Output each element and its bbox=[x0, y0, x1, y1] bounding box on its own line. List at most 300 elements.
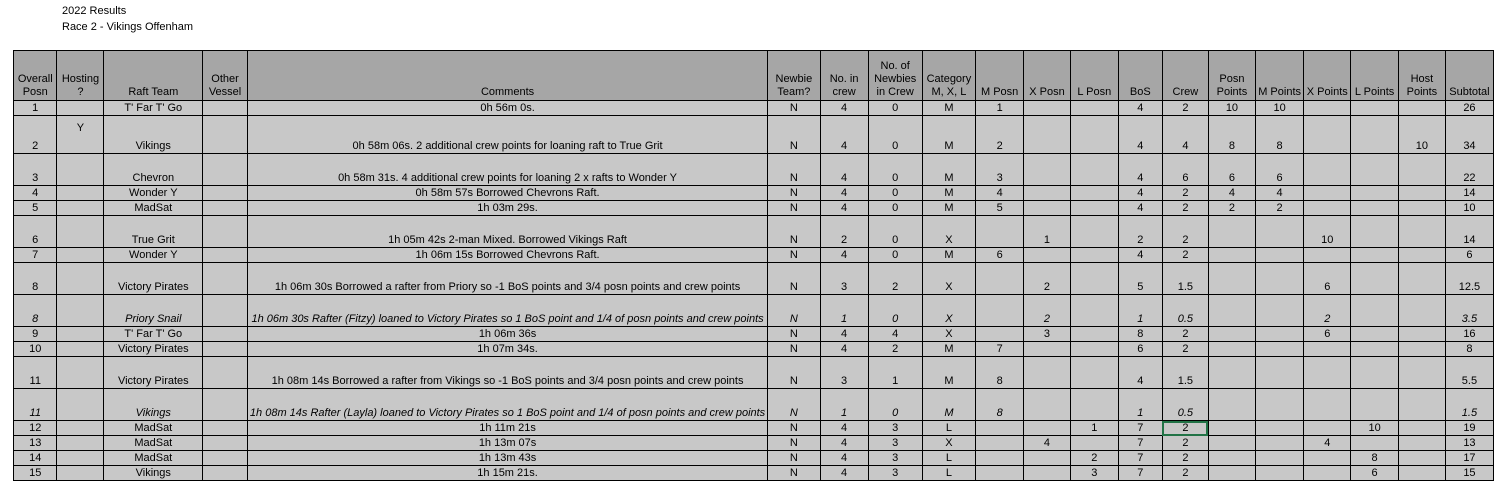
cell-team[interactable]: MadSat bbox=[104, 201, 203, 216]
cell-m-posn[interactable] bbox=[976, 421, 1024, 436]
cell-posn[interactable]: 2 bbox=[14, 116, 57, 154]
cell-x-posn[interactable]: 1 bbox=[1024, 216, 1071, 248]
cell-subtotal[interactable]: 8 bbox=[1445, 342, 1493, 357]
cell-posn-pts[interactable]: 2 bbox=[1208, 201, 1255, 216]
cell-host[interactable] bbox=[57, 248, 104, 263]
cell-crew-n[interactable]: 4 bbox=[820, 327, 868, 342]
cell-comment[interactable]: 1h 08m 14s Borrowed a rafter from Vikings so -1 BoS points and 3/4 posn points and crew points bbox=[247, 357, 767, 389]
cell-m-posn[interactable] bbox=[976, 263, 1024, 295]
cell-host[interactable] bbox=[57, 451, 104, 466]
cell-x-posn[interactable] bbox=[1024, 154, 1071, 186]
cell-host-pts[interactable] bbox=[1398, 186, 1445, 201]
cell-subtotal[interactable]: 17 bbox=[1445, 451, 1493, 466]
cell-x-posn[interactable] bbox=[1024, 342, 1071, 357]
column-header[interactable]: BoS bbox=[1118, 51, 1162, 101]
cell-x-pts[interactable] bbox=[1304, 116, 1351, 154]
cell-team[interactable]: T' Far T' Go bbox=[104, 101, 203, 116]
cell-newbies[interactable]: 0 bbox=[868, 248, 922, 263]
cell-x-pts[interactable] bbox=[1304, 201, 1351, 216]
cell-l-pts[interactable] bbox=[1351, 101, 1399, 116]
cell-m-posn[interactable]: 2 bbox=[976, 116, 1024, 154]
column-header[interactable]: Hosting ? bbox=[57, 51, 104, 101]
cell-host[interactable] bbox=[57, 436, 104, 451]
column-header[interactable]: No. in crew bbox=[820, 51, 868, 101]
cell-host-pts[interactable] bbox=[1398, 342, 1445, 357]
cell-posn[interactable]: 5 bbox=[14, 201, 57, 216]
cell-team[interactable]: Victory Pirates bbox=[104, 357, 203, 389]
cell-newbies[interactable]: 2 bbox=[868, 342, 922, 357]
cell-bos[interactable]: 7 bbox=[1118, 466, 1162, 481]
cell-crew-n[interactable]: 1 bbox=[820, 295, 868, 327]
cell-posn-pts[interactable]: 8 bbox=[1208, 116, 1255, 154]
cell-x-pts[interactable] bbox=[1304, 389, 1351, 421]
cell-newbies[interactable]: 0 bbox=[868, 216, 922, 248]
cell-m-pts[interactable]: 6 bbox=[1255, 154, 1303, 186]
cell-comment[interactable]: 0h 58m 57s Borrowed Chevrons Raft. bbox=[247, 186, 767, 201]
cell-bos[interactable]: 4 bbox=[1118, 154, 1162, 186]
cell-other[interactable] bbox=[203, 201, 248, 216]
cell-posn[interactable]: 13 bbox=[14, 436, 57, 451]
cell-team[interactable]: Vikings bbox=[104, 389, 203, 421]
cell-cat[interactable]: M bbox=[922, 357, 975, 389]
cell-x-posn[interactable] bbox=[1024, 451, 1071, 466]
cell-posn-pts[interactable] bbox=[1208, 295, 1255, 327]
cell-other[interactable] bbox=[203, 216, 248, 248]
cell-posn[interactable]: 3 bbox=[14, 154, 57, 186]
cell-comment[interactable]: 1h 06m 30s Borrowed a rafter from Priory so -1 BoS points and 3/4 posn points and crew points bbox=[247, 263, 767, 295]
cell-cat[interactable]: M bbox=[922, 116, 975, 154]
cell-l-posn[interactable] bbox=[1070, 327, 1118, 342]
cell-l-posn[interactable] bbox=[1070, 116, 1118, 154]
cell-bos[interactable]: 6 bbox=[1118, 342, 1162, 357]
cell-other[interactable] bbox=[203, 436, 248, 451]
cell-x-pts[interactable] bbox=[1304, 248, 1351, 263]
cell-subtotal[interactable]: 1.5 bbox=[1445, 389, 1493, 421]
cell-m-posn[interactable] bbox=[976, 327, 1024, 342]
cell-cat[interactable]: M bbox=[922, 186, 975, 201]
cell-newbies[interactable]: 0 bbox=[868, 295, 922, 327]
cell-m-pts[interactable]: 10 bbox=[1255, 101, 1303, 116]
cell-team[interactable]: Victory Pirates bbox=[104, 342, 203, 357]
cell-newbies[interactable]: 0 bbox=[868, 154, 922, 186]
cell-posn[interactable]: 8 bbox=[14, 295, 57, 327]
cell-cat[interactable]: M bbox=[922, 389, 975, 421]
cell-l-pts[interactable] bbox=[1351, 216, 1399, 248]
cell-comment[interactable]: 0h 58m 31s. 4 additional crew points for loaning 2 x rafts to Wonder Y bbox=[247, 154, 767, 186]
cell-crew-n[interactable]: 4 bbox=[820, 451, 868, 466]
cell-cat[interactable]: X bbox=[922, 263, 975, 295]
cell-newbie[interactable]: N bbox=[768, 342, 820, 357]
cell-subtotal[interactable]: 10 bbox=[1445, 201, 1493, 216]
cell-host-pts[interactable] bbox=[1398, 466, 1445, 481]
cell-posn[interactable]: 11 bbox=[14, 389, 57, 421]
cell-x-pts[interactable]: 10 bbox=[1304, 216, 1351, 248]
column-header[interactable]: Host Points bbox=[1398, 51, 1445, 101]
cell-m-posn[interactable]: 1 bbox=[976, 101, 1024, 116]
cell-crew[interactable]: 4 bbox=[1162, 116, 1208, 154]
cell-newbie[interactable]: N bbox=[768, 357, 820, 389]
cell-newbie[interactable]: N bbox=[768, 389, 820, 421]
cell-l-pts[interactable] bbox=[1351, 154, 1399, 186]
cell-subtotal[interactable]: 26 bbox=[1445, 101, 1493, 116]
cell-cat[interactable]: M bbox=[922, 248, 975, 263]
cell-host[interactable] bbox=[57, 421, 104, 436]
cell-l-posn[interactable] bbox=[1070, 248, 1118, 263]
cell-crew[interactable]: 2 bbox=[1162, 216, 1208, 248]
cell-other[interactable] bbox=[203, 295, 248, 327]
cell-crew-n[interactable]: 4 bbox=[820, 436, 868, 451]
cell-crew[interactable]: 2 bbox=[1162, 436, 1208, 451]
cell-l-pts[interactable] bbox=[1351, 342, 1399, 357]
cell-host[interactable] bbox=[57, 357, 104, 389]
cell-comment[interactable]: 1h 03m 29s. bbox=[247, 201, 767, 216]
cell-crew[interactable]: 1.5 bbox=[1162, 357, 1208, 389]
cell-newbie[interactable]: N bbox=[768, 201, 820, 216]
cell-host[interactable] bbox=[57, 101, 104, 116]
cell-m-pts[interactable] bbox=[1255, 436, 1303, 451]
cell-x-posn[interactable]: 2 bbox=[1024, 263, 1071, 295]
cell-m-pts[interactable] bbox=[1255, 342, 1303, 357]
cell-other[interactable] bbox=[203, 421, 248, 436]
cell-host-pts[interactable] bbox=[1398, 357, 1445, 389]
cell-comment[interactable]: 1h 06m 36s bbox=[247, 327, 767, 342]
cell-other[interactable] bbox=[203, 451, 248, 466]
cell-crew-n[interactable]: 4 bbox=[820, 342, 868, 357]
cell-subtotal[interactable]: 14 bbox=[1445, 186, 1493, 201]
cell-posn-pts[interactable]: 6 bbox=[1208, 154, 1255, 186]
cell-cat[interactable]: M bbox=[922, 154, 975, 186]
cell-l-posn[interactable]: 1 bbox=[1070, 421, 1118, 436]
cell-newbie[interactable]: N bbox=[768, 295, 820, 327]
cell-m-posn[interactable] bbox=[976, 216, 1024, 248]
cell-host[interactable] bbox=[57, 216, 104, 248]
cell-posn-pts[interactable] bbox=[1208, 421, 1255, 436]
cell-host-pts[interactable] bbox=[1398, 201, 1445, 216]
column-header[interactable]: M Posn bbox=[976, 51, 1024, 101]
cell-newbie[interactable]: N bbox=[768, 116, 820, 154]
cell-newbie[interactable]: N bbox=[768, 101, 820, 116]
cell-newbies[interactable]: 3 bbox=[868, 436, 922, 451]
column-header[interactable]: Posn Points bbox=[1208, 51, 1255, 101]
cell-crew[interactable]: 2 bbox=[1162, 201, 1208, 216]
cell-subtotal[interactable]: 34 bbox=[1445, 116, 1493, 154]
cell-x-posn[interactable]: 3 bbox=[1024, 327, 1071, 342]
cell-subtotal[interactable]: 14 bbox=[1445, 216, 1493, 248]
cell-m-posn[interactable]: 8 bbox=[976, 389, 1024, 421]
cell-newbies[interactable]: 0 bbox=[868, 186, 922, 201]
cell-newbie[interactable]: N bbox=[768, 263, 820, 295]
cell-crew[interactable]: 2 bbox=[1162, 186, 1208, 201]
cell-newbie[interactable]: N bbox=[768, 248, 820, 263]
cell-l-posn[interactable] bbox=[1070, 101, 1118, 116]
column-header[interactable]: M Points bbox=[1255, 51, 1303, 101]
cell-bos[interactable]: 7 bbox=[1118, 451, 1162, 466]
column-header[interactable]: Other Vessel bbox=[203, 51, 248, 101]
cell-newbies[interactable]: 3 bbox=[868, 466, 922, 481]
cell-l-pts[interactable] bbox=[1351, 357, 1399, 389]
cell-m-pts[interactable] bbox=[1255, 389, 1303, 421]
cell-posn[interactable]: 9 bbox=[14, 327, 57, 342]
cell-m-pts[interactable]: 2 bbox=[1255, 201, 1303, 216]
cell-team[interactable]: MadSat bbox=[104, 451, 203, 466]
cell-l-posn[interactable]: 2 bbox=[1070, 451, 1118, 466]
cell-host[interactable] bbox=[57, 186, 104, 201]
column-header[interactable]: L Points bbox=[1351, 51, 1399, 101]
cell-team[interactable]: Chevron bbox=[104, 154, 203, 186]
cell-comment[interactable]: 1h 05m 42s 2-man Mixed. Borrowed Vikings Raft bbox=[247, 216, 767, 248]
cell-l-posn[interactable] bbox=[1070, 154, 1118, 186]
cell-comment[interactable]: 1h 08m 14s Rafter (Layla) loaned to Victory Pirates so 1 BoS point and 1/4 of posn points and crew points bbox=[247, 389, 767, 421]
cell-other[interactable] bbox=[203, 466, 248, 481]
cell-newbies[interactable]: 0 bbox=[868, 116, 922, 154]
cell-l-posn[interactable] bbox=[1070, 186, 1118, 201]
cell-comment[interactable]: 0h 56m 0s. bbox=[247, 101, 767, 116]
cell-newbies[interactable]: 3 bbox=[868, 451, 922, 466]
cell-posn[interactable]: 11 bbox=[14, 357, 57, 389]
cell-host[interactable] bbox=[57, 466, 104, 481]
cell-l-pts[interactable] bbox=[1351, 248, 1399, 263]
cell-crew[interactable]: 2 bbox=[1162, 248, 1208, 263]
cell-m-posn[interactable] bbox=[976, 295, 1024, 327]
cell-crew[interactable]: 6 bbox=[1162, 154, 1208, 186]
cell-bos[interactable]: 1 bbox=[1118, 295, 1162, 327]
cell-team[interactable]: MadSat bbox=[104, 436, 203, 451]
cell-x-posn[interactable] bbox=[1024, 101, 1071, 116]
cell-posn[interactable]: 7 bbox=[14, 248, 57, 263]
cell-x-pts[interactable] bbox=[1304, 342, 1351, 357]
cell-posn[interactable]: 8 bbox=[14, 263, 57, 295]
cell-x-posn[interactable] bbox=[1024, 186, 1071, 201]
cell-crew-n[interactable]: 4 bbox=[820, 201, 868, 216]
cell-subtotal[interactable]: 15 bbox=[1445, 466, 1493, 481]
cell-l-pts[interactable] bbox=[1351, 263, 1399, 295]
cell-l-posn[interactable] bbox=[1070, 201, 1118, 216]
cell-comment[interactable]: 1h 15m 21s. bbox=[247, 466, 767, 481]
cell-team[interactable]: MadSat bbox=[104, 421, 203, 436]
cell-cat[interactable]: X bbox=[922, 295, 975, 327]
cell-bos[interactable]: 7 bbox=[1118, 436, 1162, 451]
cell-crew-n[interactable]: 3 bbox=[820, 263, 868, 295]
cell-l-pts[interactable] bbox=[1351, 186, 1399, 201]
cell-l-pts[interactable] bbox=[1351, 201, 1399, 216]
cell-comment[interactable]: 1h 13m 43s bbox=[247, 451, 767, 466]
cell-posn-pts[interactable]: 4 bbox=[1208, 186, 1255, 201]
cell-x-pts[interactable]: 6 bbox=[1304, 327, 1351, 342]
cell-x-posn[interactable]: 4 bbox=[1024, 436, 1071, 451]
cell-m-pts[interactable]: 8 bbox=[1255, 116, 1303, 154]
cell-m-pts[interactable] bbox=[1255, 421, 1303, 436]
cell-crew[interactable]: 0.5 bbox=[1162, 389, 1208, 421]
cell-x-pts[interactable]: 2 bbox=[1304, 295, 1351, 327]
cell-l-pts[interactable] bbox=[1351, 295, 1399, 327]
cell-x-pts[interactable] bbox=[1304, 357, 1351, 389]
cell-crew-n[interactable]: 4 bbox=[820, 421, 868, 436]
cell-bos[interactable]: 5 bbox=[1118, 263, 1162, 295]
cell-m-posn[interactable]: 5 bbox=[976, 201, 1024, 216]
cell-x-posn[interactable] bbox=[1024, 116, 1071, 154]
cell-posn[interactable]: 10 bbox=[14, 342, 57, 357]
cell-cat[interactable]: M bbox=[922, 342, 975, 357]
cell-comment[interactable]: 1h 13m 07s bbox=[247, 436, 767, 451]
cell-x-pts[interactable] bbox=[1304, 101, 1351, 116]
cell-x-pts[interactable]: 4 bbox=[1304, 436, 1351, 451]
cell-team[interactable]: Vikings bbox=[104, 466, 203, 481]
cell-posn[interactable]: 1 bbox=[14, 101, 57, 116]
column-header[interactable]: Subtotal bbox=[1445, 51, 1493, 101]
cell-newbie[interactable]: N bbox=[768, 154, 820, 186]
cell-subtotal[interactable]: 19 bbox=[1445, 421, 1493, 436]
column-header[interactable]: Newbie Team? bbox=[768, 51, 820, 101]
cell-cat[interactable]: L bbox=[922, 466, 975, 481]
cell-m-pts[interactable] bbox=[1255, 295, 1303, 327]
cell-x-posn[interactable] bbox=[1024, 389, 1071, 421]
cell-l-posn[interactable] bbox=[1070, 295, 1118, 327]
cell-posn[interactable]: 4 bbox=[14, 186, 57, 201]
cell-host-pts[interactable] bbox=[1398, 327, 1445, 342]
cell-posn-pts[interactable] bbox=[1208, 466, 1255, 481]
cell-cat[interactable]: L bbox=[922, 451, 975, 466]
cell-host-pts[interactable] bbox=[1398, 421, 1445, 436]
cell-crew[interactable]: 2 bbox=[1162, 327, 1208, 342]
cell-posn[interactable]: 15 bbox=[14, 466, 57, 481]
cell-team[interactable]: T' Far T' Go bbox=[104, 327, 203, 342]
cell-host[interactable] bbox=[57, 327, 104, 342]
cell-host[interactable] bbox=[57, 342, 104, 357]
column-header[interactable]: L Posn bbox=[1070, 51, 1118, 101]
cell-other[interactable] bbox=[203, 116, 248, 154]
cell-host[interactable] bbox=[57, 201, 104, 216]
cell-other[interactable] bbox=[203, 389, 248, 421]
cell-l-posn[interactable] bbox=[1070, 342, 1118, 357]
cell-comment[interactable]: 1h 06m 30s Rafter (Fitzy) loaned to Victory Pirates so 1 BoS point and 1/4 of posn points and crew points bbox=[247, 295, 767, 327]
cell-host[interactable] bbox=[57, 263, 104, 295]
cell-bos[interactable]: 8 bbox=[1118, 327, 1162, 342]
cell-bos[interactable]: 4 bbox=[1118, 101, 1162, 116]
cell-bos[interactable]: 4 bbox=[1118, 357, 1162, 389]
cell-x-pts[interactable] bbox=[1304, 466, 1351, 481]
cell-bos[interactable]: 4 bbox=[1118, 201, 1162, 216]
cell-host-pts[interactable] bbox=[1398, 248, 1445, 263]
cell-team[interactable]: Priory Snail bbox=[104, 295, 203, 327]
cell-posn-pts[interactable] bbox=[1208, 436, 1255, 451]
cell-posn-pts[interactable] bbox=[1208, 389, 1255, 421]
cell-m-posn[interactable] bbox=[976, 451, 1024, 466]
cell-l-pts[interactable] bbox=[1351, 389, 1399, 421]
cell-m-posn[interactable]: 8 bbox=[976, 357, 1024, 389]
cell-bos[interactable]: 4 bbox=[1118, 248, 1162, 263]
cell-newbies[interactable]: 1 bbox=[868, 357, 922, 389]
cell-newbie[interactable]: N bbox=[768, 466, 820, 481]
cell-l-posn[interactable] bbox=[1070, 263, 1118, 295]
cell-newbie[interactable]: N bbox=[768, 327, 820, 342]
cell-subtotal[interactable]: 22 bbox=[1445, 154, 1493, 186]
cell-host[interactable]: Y bbox=[57, 116, 104, 154]
cell-posn-pts[interactable] bbox=[1208, 342, 1255, 357]
cell-team[interactable]: True Grit bbox=[104, 216, 203, 248]
cell-posn-pts[interactable] bbox=[1208, 327, 1255, 342]
cell-crew[interactable]: 2 bbox=[1162, 466, 1208, 481]
cell-crew[interactable]: 2 bbox=[1162, 421, 1208, 436]
cell-host-pts[interactable] bbox=[1398, 295, 1445, 327]
cell-crew-n[interactable]: 1 bbox=[820, 389, 868, 421]
cell-l-posn[interactable] bbox=[1070, 216, 1118, 248]
cell-cat[interactable]: M bbox=[922, 201, 975, 216]
cell-m-pts[interactable] bbox=[1255, 248, 1303, 263]
cell-crew-n[interactable]: 3 bbox=[820, 357, 868, 389]
cell-cat[interactable]: M bbox=[922, 101, 975, 116]
cell-x-pts[interactable] bbox=[1304, 186, 1351, 201]
cell-other[interactable] bbox=[203, 154, 248, 186]
cell-comment[interactable]: 0h 58m 06s. 2 additional crew points for loaning raft to True Grit bbox=[247, 116, 767, 154]
cell-team[interactable]: Wonder Y bbox=[104, 186, 203, 201]
cell-cat[interactable]: X bbox=[922, 436, 975, 451]
cell-m-pts[interactable] bbox=[1255, 466, 1303, 481]
cell-posn-pts[interactable] bbox=[1208, 357, 1255, 389]
cell-crew-n[interactable]: 4 bbox=[820, 186, 868, 201]
cell-comment[interactable]: 1h 06m 15s Borrowed Chevrons Raft. bbox=[247, 248, 767, 263]
cell-x-posn[interactable] bbox=[1024, 357, 1071, 389]
cell-host[interactable] bbox=[57, 295, 104, 327]
cell-l-pts[interactable]: 6 bbox=[1351, 466, 1399, 481]
cell-x-posn[interactable] bbox=[1024, 466, 1071, 481]
cell-m-posn[interactable] bbox=[976, 466, 1024, 481]
cell-newbies[interactable]: 2 bbox=[868, 263, 922, 295]
cell-subtotal[interactable]: 16 bbox=[1445, 327, 1493, 342]
cell-crew[interactable]: 0.5 bbox=[1162, 295, 1208, 327]
cell-subtotal[interactable]: 12.5 bbox=[1445, 263, 1493, 295]
cell-bos[interactable]: 2 bbox=[1118, 216, 1162, 248]
cell-host-pts[interactable] bbox=[1398, 263, 1445, 295]
cell-crew-n[interactable]: 2 bbox=[820, 216, 868, 248]
cell-subtotal[interactable]: 3.5 bbox=[1445, 295, 1493, 327]
cell-m-pts[interactable] bbox=[1255, 327, 1303, 342]
cell-other[interactable] bbox=[203, 101, 248, 116]
cell-subtotal[interactable]: 13 bbox=[1445, 436, 1493, 451]
cell-l-pts[interactable] bbox=[1351, 116, 1399, 154]
cell-team[interactable]: Victory Pirates bbox=[104, 263, 203, 295]
cell-x-posn[interactable] bbox=[1024, 421, 1071, 436]
cell-m-posn[interactable]: 6 bbox=[976, 248, 1024, 263]
cell-posn-pts[interactable] bbox=[1208, 451, 1255, 466]
cell-newbie[interactable]: N bbox=[768, 421, 820, 436]
cell-host-pts[interactable] bbox=[1398, 154, 1445, 186]
cell-m-pts[interactable]: 4 bbox=[1255, 186, 1303, 201]
cell-cat[interactable]: X bbox=[922, 327, 975, 342]
column-header[interactable]: No. of Newbies in Crew bbox=[868, 51, 922, 101]
cell-newbie[interactable]: N bbox=[768, 436, 820, 451]
cell-crew-n[interactable]: 4 bbox=[820, 248, 868, 263]
cell-newbie[interactable]: N bbox=[768, 216, 820, 248]
cell-cat[interactable]: L bbox=[922, 421, 975, 436]
cell-posn-pts[interactable] bbox=[1208, 263, 1255, 295]
cell-posn[interactable]: 12 bbox=[14, 421, 57, 436]
cell-comment[interactable]: 1h 07m 34s. bbox=[247, 342, 767, 357]
cell-newbies[interactable]: 0 bbox=[868, 101, 922, 116]
cell-subtotal[interactable]: 6 bbox=[1445, 248, 1493, 263]
cell-crew[interactable]: 2 bbox=[1162, 342, 1208, 357]
cell-crew-n[interactable]: 4 bbox=[820, 116, 868, 154]
cell-x-pts[interactable] bbox=[1304, 421, 1351, 436]
cell-m-pts[interactable] bbox=[1255, 216, 1303, 248]
cell-other[interactable] bbox=[203, 357, 248, 389]
cell-cat[interactable]: X bbox=[922, 216, 975, 248]
column-header[interactable]: Raft Team bbox=[104, 51, 203, 101]
cell-bos[interactable]: 4 bbox=[1118, 116, 1162, 154]
cell-host-pts[interactable] bbox=[1398, 389, 1445, 421]
cell-newbies[interactable]: 4 bbox=[868, 327, 922, 342]
cell-crew-n[interactable]: 4 bbox=[820, 154, 868, 186]
cell-l-posn[interactable] bbox=[1070, 389, 1118, 421]
